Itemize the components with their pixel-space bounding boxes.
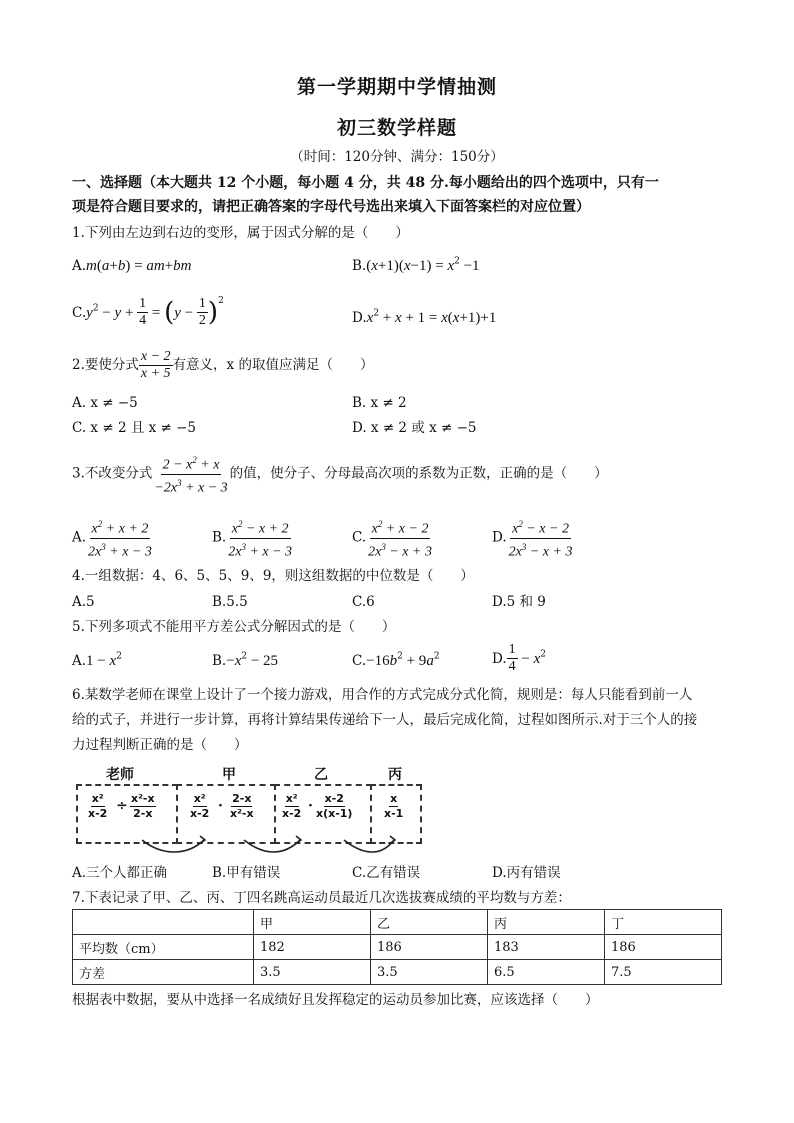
q5-option-d[interactable]: D. $\frac{1}{4}$ − $x^2$ (492, 642, 547, 674)
section-heading-line1: 一、选择题（本大题共 12 个小题，每小题 4 分，共 48 分.每小题给出的四个选项中，只有一 (72, 175, 659, 191)
q6-line2: 给的式子，并进行一步计算，再将计算结果传递给下一人，最后完成化简，过程如图所示.对于三个人的接 (72, 712, 698, 728)
exam-info: （时间：120分钟、满分：150分） (290, 149, 504, 165)
scores-table (72, 909, 722, 985)
section-heading-line2: 项是符合题目要求的，请把正确答案的字母代号选出来填入下面答案栏的对应位置） (72, 199, 590, 215)
relay-label-yi: 乙 (314, 767, 328, 783)
relay-arrows (72, 764, 424, 856)
q1-option-b[interactable]: $B.(x+1)(x-1) = x^2 -1$ (352, 256, 480, 274)
q5-option-b[interactable]: $B.-x^2 - 25$ (212, 651, 279, 669)
q7-stem: 7.下表记录了甲、乙、丙、丁四名跳高运动员最近几次选拔赛成绩的平均数与方差： (72, 890, 571, 906)
table-cell: 3.5 (371, 960, 488, 985)
table-cell: 丙 (488, 910, 605, 935)
q6-option-d[interactable]: D.丙有错误 (492, 865, 561, 881)
relay-expr: x² x-2 (282, 792, 302, 820)
table-cell: 182 (254, 935, 371, 960)
relay-expr: x-2 x(x-1) (316, 792, 353, 820)
table-cell: 丁 (605, 910, 722, 935)
q1-option-c[interactable]: $C.y^2 - y$ + $\frac{1}{4}$ = (y − $\frac{1}{2}$ )$^2$ (72, 296, 224, 328)
q4-option-b[interactable]: B.5.5 (212, 594, 248, 610)
q5-option-c[interactable]: $C.-16b^2 + 9a^2$ (352, 651, 440, 669)
q1-option-a[interactable]: A.m(a+b) = am+bm (72, 258, 192, 274)
page-subtitle: 初三数学样题 (336, 117, 457, 139)
relay-expr: x²-x 2-x (131, 792, 155, 820)
table-header-row (73, 910, 722, 935)
q6-option-a[interactable]: A.三个人都正确 (72, 865, 168, 881)
table-cell: 乙 (371, 910, 488, 935)
table-cell: 甲 (254, 910, 371, 935)
relay-expr: x² x-2 (190, 792, 210, 820)
q3-option-b[interactable]: B. $\frac{x^2 - x + 2}{2x^3 + x - 3}$ (212, 516, 294, 560)
table-row (73, 935, 722, 960)
relay-label-teacher: 老师 (106, 767, 134, 783)
q5-option-a[interactable]: $A.1 - x^2$ (72, 651, 122, 669)
table-cell: 186 (371, 935, 488, 960)
q7-after: 根据表中数据，要从中选择一名成绩好且发挥稳定的运动员参加比赛，应该选择（ ） (72, 992, 599, 1008)
table-cell: 7.5 (605, 960, 722, 985)
table-cell: 6.5 (488, 960, 605, 985)
table-row (73, 960, 722, 985)
relay-label-bing: 丙 (388, 767, 402, 783)
relay-label-jia: 甲 (222, 767, 236, 783)
q2-option-c[interactable]: C. x ≠ 2 且 x ≠ −5 (72, 420, 197, 436)
page-title: 第一学期期中学情抽测 (296, 76, 497, 98)
relay-expr: x x-1 (384, 792, 404, 820)
relay-expr: 2-x x²-x (230, 792, 254, 820)
q2-stem: 2.要使分式 $\frac{x - 2}{x + 5}$ 有意义，x 的取值应满足（ ） (72, 349, 374, 381)
q3-stem: 3.不改变分式 $\frac{2 - x^2 + x}{-2x^3 + x - 3}$ 的值，使分子、分母最高次项的系数为正数，正确的是（ ） (72, 452, 608, 496)
q3-option-a[interactable]: A. $\frac{x^2 + x + 2}{2x^3 + x - 3}$ (72, 516, 154, 560)
q6-option-c[interactable]: C.乙有错误 (352, 865, 421, 881)
q6-line3: 力过程判断正确的是（ ） (72, 737, 248, 753)
table-cell: 183 (488, 935, 605, 960)
q4-stem: 4.一组数据：4、6、5、5、9、9，则这组数据的中位数是（ ） (72, 568, 474, 584)
q4-option-d[interactable]: D.5 和 9 (492, 594, 546, 610)
q3-option-c[interactable]: C. $\frac{x^2 + x - 2}{2x^3 - x + 3}$ (352, 516, 434, 560)
table-cell: 平均数（cm） (73, 935, 254, 960)
relay-expr: x² x-2 (88, 792, 108, 820)
q4-option-a[interactable]: A.5 (72, 594, 95, 610)
q6-option-b[interactable]: B.甲有错误 (212, 865, 281, 881)
q6-line1: 6.某数学老师在课堂上设计了一个接力游戏，用合作的方式完成分式化简，规则是：每人只能看到前一人 (72, 687, 693, 703)
table-cell: 186 (605, 935, 722, 960)
table-cell (73, 910, 254, 935)
q3-option-d[interactable]: D. $\frac{x^2 - x - 2}{2x^3 - x + 3}$ (492, 516, 574, 560)
table-cell: 3.5 (254, 960, 371, 985)
q2-option-d[interactable]: D. x ≠ 2 或 x ≠ −5 (352, 420, 477, 436)
relay-diagram: 老师 甲 乙 丙 x² x-2 ÷ x²-x 2-x x² x-2 · 2-x x²-x x² x-2 · x-2 x(x-1) x x-1 (72, 764, 424, 856)
q2-option-b[interactable]: B. x ≠ 2 (352, 395, 407, 411)
q5-stem: 5.下列多项式不能用平方差公式分解因式的是（ ） (72, 619, 396, 635)
q2-option-a[interactable]: A. x ≠ −5 (72, 395, 138, 411)
q1-stem: 1.下列由左边到右边的变形，属于因式分解的是（ ） (72, 225, 409, 241)
table-cell: 方差 (73, 960, 254, 985)
q4-option-c[interactable]: C.6 (352, 594, 375, 610)
q1-option-d[interactable]: $D.x^2 + x + 1 = x(x+1)+1$ (352, 308, 497, 326)
